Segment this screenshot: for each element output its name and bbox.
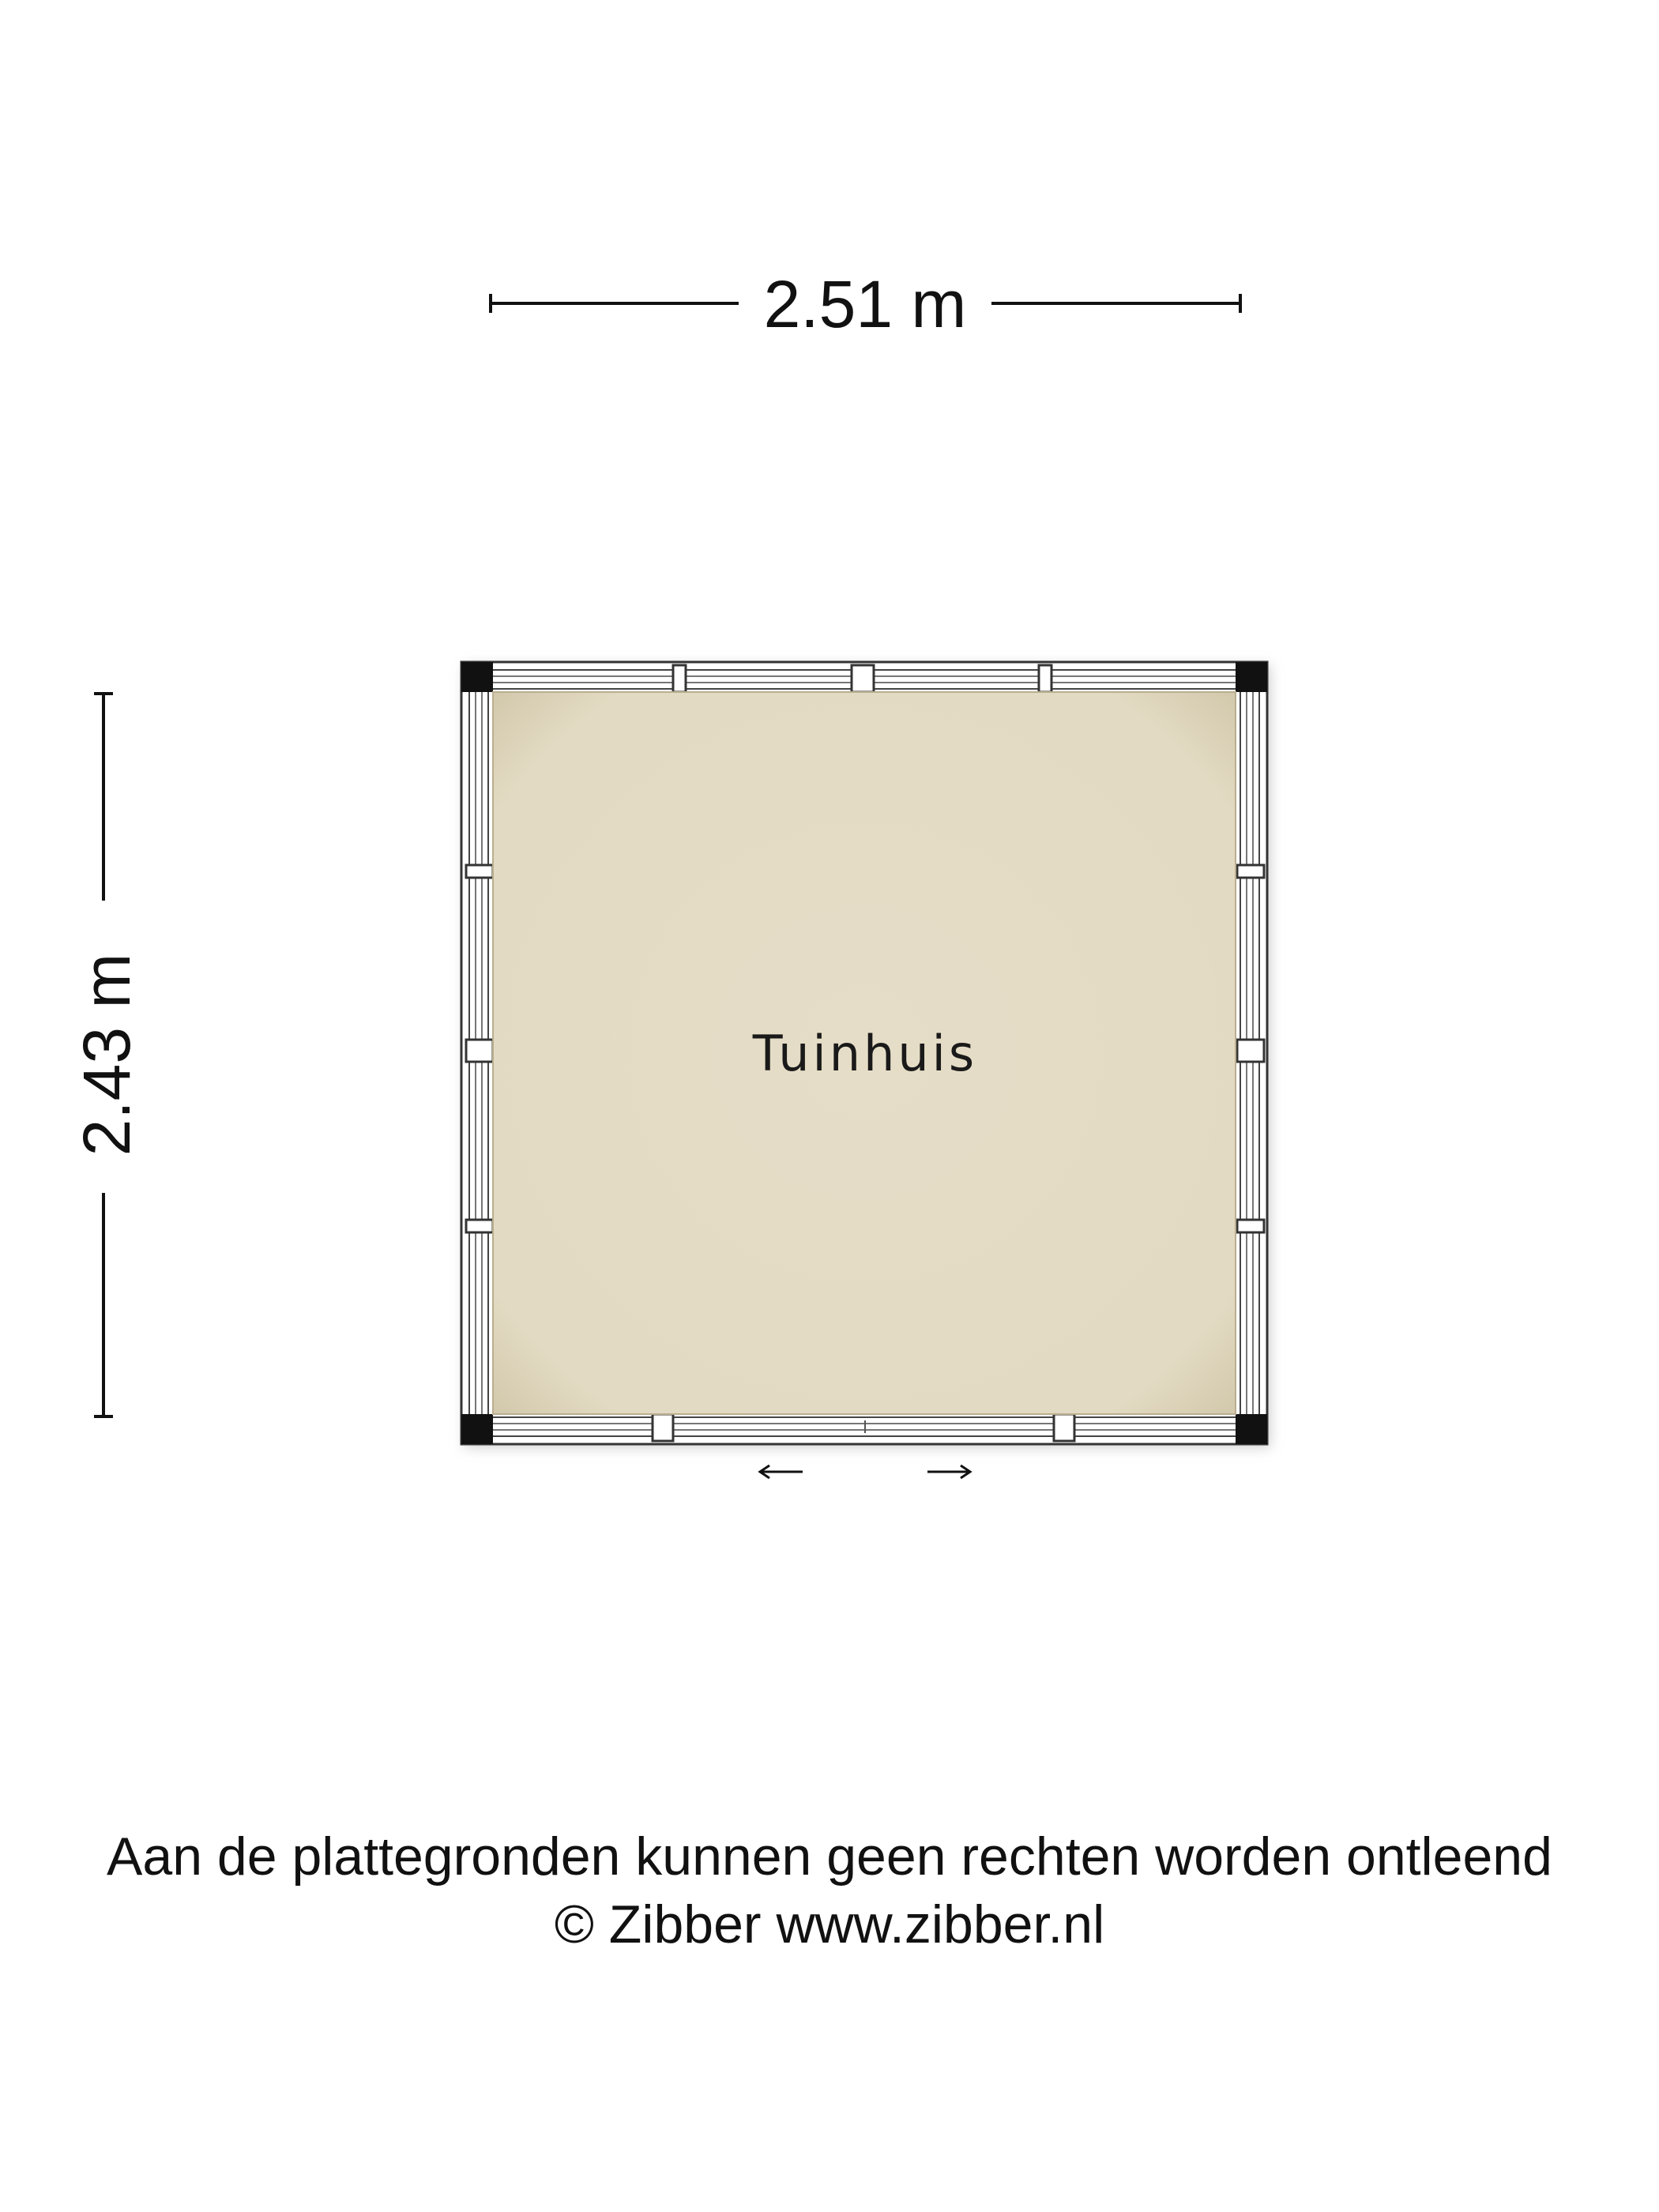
room-label: Tuinhuis xyxy=(752,1025,978,1082)
corner-post xyxy=(461,1414,493,1444)
corner-post xyxy=(1236,1414,1267,1444)
arrow-right-icon xyxy=(927,1465,970,1478)
disclaimer-text: Aan de plattegronden kunnen geen rechten worden ontleend xyxy=(107,1826,1552,1887)
copyright-text: © Zibber www.zibber.nl xyxy=(554,1894,1105,1954)
corner-post xyxy=(1236,662,1267,692)
arrow-left-icon xyxy=(760,1465,803,1478)
height-dimension-label: 2.43 m xyxy=(70,953,144,1157)
height-dimension xyxy=(70,694,144,1416)
width-dimension xyxy=(491,267,1240,341)
width-dimension-label: 2.51 m xyxy=(763,267,967,341)
corner-post xyxy=(461,662,493,692)
sliding-door-indicator xyxy=(760,1465,970,1478)
